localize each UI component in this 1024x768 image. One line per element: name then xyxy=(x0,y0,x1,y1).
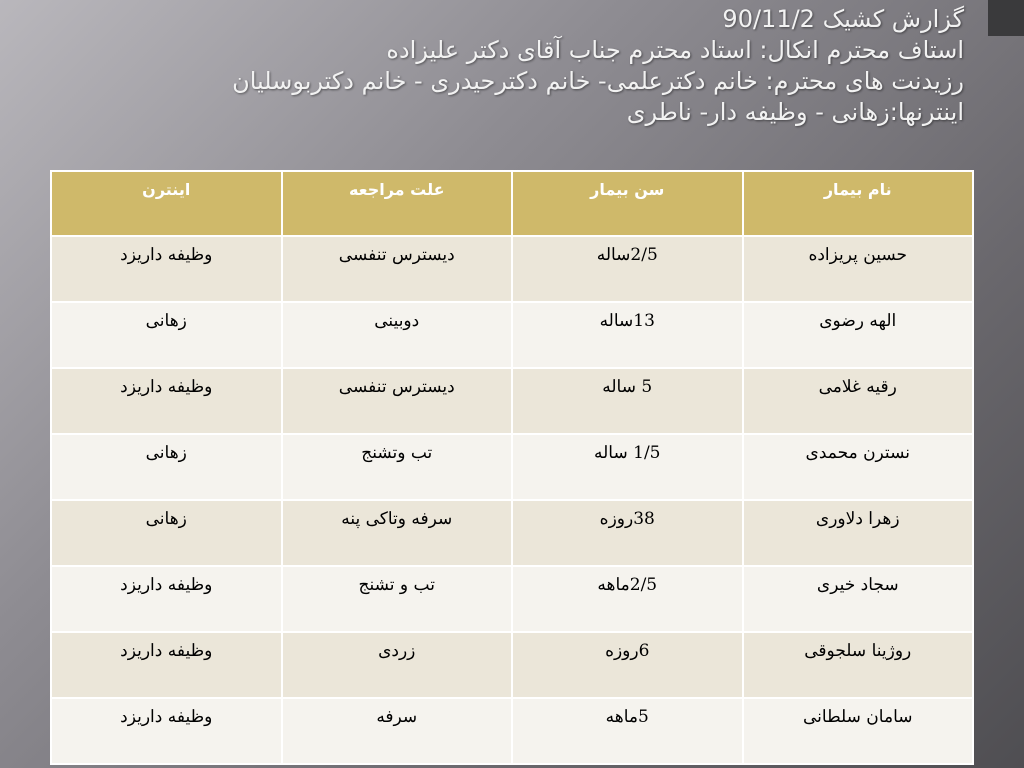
table-row xyxy=(51,632,973,698)
cell-patient-name: رقیه غلامی xyxy=(743,368,974,434)
cell-intern: وظیفه داریزد xyxy=(51,698,282,764)
table-row xyxy=(51,500,973,566)
cell-patient-age: 13ساله xyxy=(512,302,743,368)
cell-patient-age: 2/5ساله xyxy=(512,236,743,302)
cell-intern: وظیفه داریزد xyxy=(51,632,282,698)
decorative-corner-box xyxy=(988,0,1024,36)
table-row xyxy=(51,566,973,632)
cell-intern: وظیفه داریزد xyxy=(51,566,282,632)
patients-table xyxy=(50,170,974,765)
cell-patient-age: 1/5 ساله xyxy=(512,434,743,500)
table-row xyxy=(51,698,973,764)
cell-intern: وظیفه داریزد xyxy=(51,368,282,434)
cell-intern: زهانی xyxy=(51,302,282,368)
table-header-row xyxy=(51,171,973,236)
cell-intern: زهانی xyxy=(51,434,282,500)
cell-intern: زهانی xyxy=(51,500,282,566)
cell-visit-reason: دیسترس تنفسی xyxy=(282,236,513,302)
table-row xyxy=(51,368,973,434)
cell-patient-name: زهرا دلاوری xyxy=(743,500,974,566)
cell-patient-name: حسین پریزاده xyxy=(743,236,974,302)
header-patient-name: نام بیمار xyxy=(743,171,974,236)
title-shift-report: گزارش کشیک 90/11/2 xyxy=(722,5,964,33)
cell-patient-name: سجاد خیری xyxy=(743,566,974,632)
cell-patient-age: 5 ساله xyxy=(512,368,743,434)
cell-visit-reason: سرفه xyxy=(282,698,513,764)
cell-visit-reason: دوبینی xyxy=(282,302,513,368)
slide-title xyxy=(64,4,964,128)
cell-patient-name: نسترن محمدی xyxy=(743,434,974,500)
cell-patient-name: الهه رضوی xyxy=(743,302,974,368)
cell-patient-age: 5ماهه xyxy=(512,698,743,764)
cell-patient-name: سامان سلطانی xyxy=(743,698,974,764)
table-row xyxy=(51,302,973,368)
title-interns: اینترنها:زهانی - وظیفه دار- ناطری xyxy=(626,98,964,126)
table-row xyxy=(51,434,973,500)
cell-visit-reason: تب و تشنج xyxy=(282,566,513,632)
cell-visit-reason: سرفه وتاکی پنه xyxy=(282,500,513,566)
cell-visit-reason: زردی xyxy=(282,632,513,698)
cell-patient-age: 2/5ماهه xyxy=(512,566,743,632)
table-row xyxy=(51,236,973,302)
cell-patient-age: 6روزه xyxy=(512,632,743,698)
cell-patient-name: روژینا سلجوقی xyxy=(743,632,974,698)
cell-intern: وظیفه داریزد xyxy=(51,236,282,302)
header-intern: اینترن xyxy=(51,171,282,236)
title-staff-on-call: استاف محترم انکال: استاد محترم جناب آقای دکتر علیزاده xyxy=(386,36,964,64)
header-visit-reason: علت مراجعه xyxy=(282,171,513,236)
header-patient-age: سن بیمار xyxy=(512,171,743,236)
cell-patient-age: 38روزه xyxy=(512,500,743,566)
cell-visit-reason: تب وتشنج xyxy=(282,434,513,500)
cell-visit-reason: دیسترس تنفسی xyxy=(282,368,513,434)
title-residents: رزیدنت های محترم: خانم دکترعلمی- خانم دکترحیدری - خانم دکتربوسلیان xyxy=(232,67,964,95)
